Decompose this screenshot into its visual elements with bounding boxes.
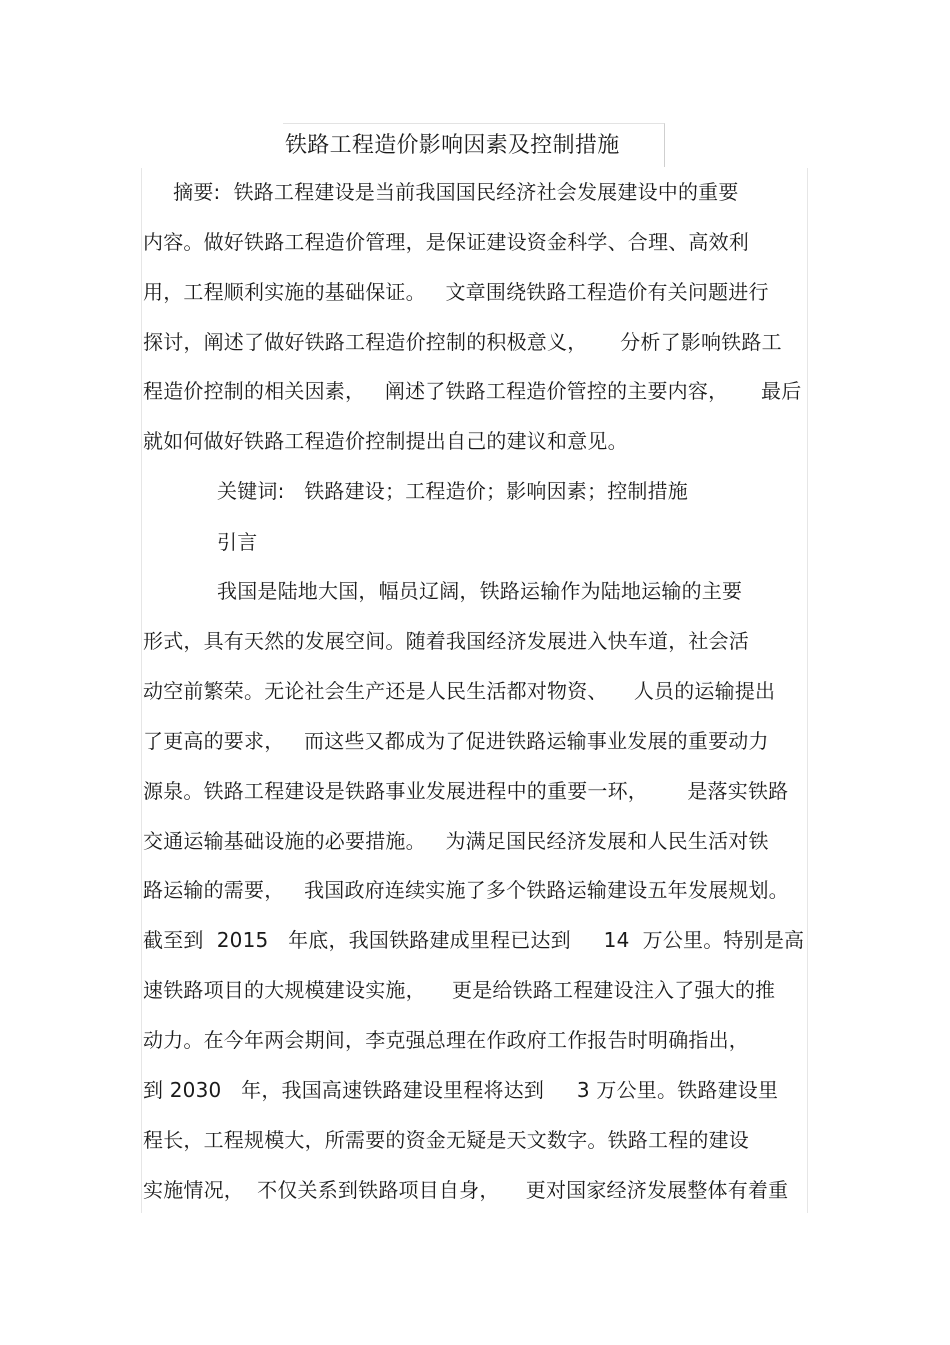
paragraph-line: 动力。在今年两会期间，李克强总理在作政府工作报告时明确指出， xyxy=(143,1028,749,1052)
paragraph-line: 了更高的要求， 而这些又都成为了促进铁路运输事业发展的重要动力 xyxy=(143,729,769,753)
abstract-line-1: 摘要: 铁路工程建设是当前我国国民经济社会发展建设中的重要 xyxy=(160,180,739,204)
paragraph-line: 我国是陆地大国，幅员辽阔，铁路运输作为陆地运输的主要 xyxy=(217,579,743,603)
paragraph-line: 形式，具有天然的发展空间。随着我国经济发展进入快车道，社会活 xyxy=(143,629,749,653)
paragraph-line: 交通运输基础设施的必要措施。 为满足国民经济发展和人民生活对铁 xyxy=(143,829,769,853)
paragraph-line: 到 2030 年，我国高速铁路建设里程将达到 3 万公里。铁路建设里 xyxy=(143,1078,779,1102)
abstract-line-6: 就如何做好铁路工程造价控制提出自己的建议和意见。 xyxy=(143,429,628,453)
paragraph-line: 动空前繁荣。无论社会生产还是人民生活都对物资、 人员的运输提出 xyxy=(143,679,776,703)
paragraph-line: 实施情况， 不仅关系到铁路项目自身， 更对国家经济发展整体有着重 xyxy=(143,1178,789,1202)
section-heading-intro: 引言 xyxy=(217,530,258,554)
abstract-line-2: 内容。做好铁路工程造价管理，是保证建设资金科学、合理、高效利 xyxy=(143,230,749,254)
paragraph-line: 程长，工程规模大，所需要的资金无疑是天文数字。铁路工程的建设 xyxy=(143,1128,749,1152)
paragraph-line: 速铁路项目的大规模建设实施， 更是给铁路工程建设注入了强大的推 xyxy=(143,978,776,1002)
keywords-line: 关键词: 铁路建设；工程造价；影响因素；控制措施 xyxy=(217,479,689,503)
paragraph-line: 路运输的需要， 我国政府连续实施了多个铁路运输建设五年发展规划。 xyxy=(143,878,789,902)
abstract-line-5: 程造价控制的相关因素， 阐述了铁路工程造价管控的主要内容， 最后 xyxy=(143,379,802,403)
abstract-line-3: 用，工程顺利实施的基础保证。 文章围绕铁路工程造价有关问题进行 xyxy=(143,280,769,304)
document-title: 铁路工程造价影响因素及控制措施 xyxy=(285,133,620,158)
paragraph-line: 截至到 2015 年底，我国铁路建成里程已达到 14 万公里。特别是高 xyxy=(143,928,805,952)
paragraph-line: 源泉。铁路工程建设是铁路事业发展进程中的重要一环， 是落实铁路 xyxy=(143,779,789,803)
abstract-line-4: 探讨，阐述了做好铁路工程造价控制的积极意义， 分析了影响铁路工 xyxy=(143,330,782,354)
